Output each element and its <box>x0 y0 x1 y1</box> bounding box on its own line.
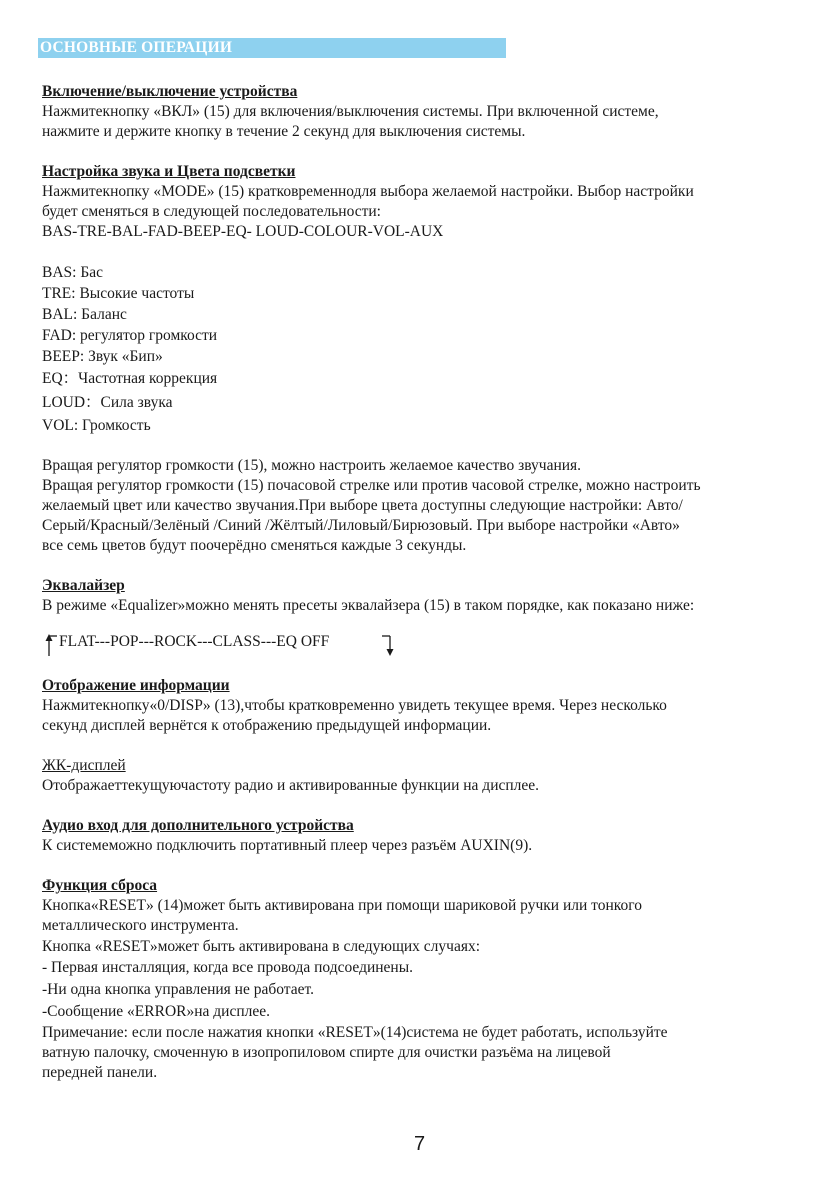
reset-line: Кнопка«RESET» (14)может быть активирована при помощи шариковой ручки или тонкого <box>42 897 643 914</box>
reset-line: -Ни одна кнопка управления не работает. <box>42 981 314 998</box>
sound-line: будет сменяться в следующей последовательности: <box>42 203 381 220</box>
reset-line: ватную палочку, смоченную в изопропиловом спирте для очистки разъёма на лицевой <box>42 1044 611 1061</box>
equalizer-chain-text: FLAT---POP---ROCK---CLASS---EQ OFF <box>59 633 330 650</box>
power-line: нажмите и держите кнопку в течение 2 секунд для выключения системы. <box>42 123 526 140</box>
power-line: Нажмитекнопку «ВКЛ» (15) для включения/выключения системы. При включенной системе, <box>42 103 659 120</box>
lcd-section <box>42 756 802 796</box>
definition-item: FAD: регулятор громкости <box>42 327 218 344</box>
aux-section <box>42 816 802 856</box>
display-heading: Отображение информации <box>42 677 230 694</box>
definition-item: TRE: Высокие частоты <box>42 285 195 302</box>
reset-heading: Функция сброса <box>42 877 158 894</box>
lcd-line: Отображаеттекущуючастоту радио и активированные функции на дисплее. <box>42 777 540 794</box>
page-content <box>42 82 802 1083</box>
banner-title: ОСНОВНЫЕ ОПЕРАЦИИ <box>40 39 233 56</box>
sound-paragraph-line: желаемый цвет или качество звучания.При выборе цвета доступны следующие настройки: Авто/ <box>42 497 683 514</box>
aux-line: К системеможно подключить портативный плеер через разъём AUXIN(9). <box>42 837 533 854</box>
sound-heading: Настройка звука и Цвета подсветки <box>42 163 296 180</box>
reset-line: - Первая инсталляция, когда все провода подсоединены. <box>42 959 414 976</box>
lcd-heading: ЖК-дисплей <box>42 757 126 774</box>
definition-item: VOL: Громкость <box>42 417 151 434</box>
equalizer-section <box>42 576 802 652</box>
reset-line: передней панели. <box>42 1064 158 1081</box>
loop-arrow-icon <box>47 632 407 662</box>
sound-paragraph-line: Серый/Красный/Зелёный /Синий /Жёлтый/Лиловый/Бирюзовый. При выборе настройки «Авто» <box>42 517 680 534</box>
sound-paragraph-line: Вращая регулятор громкости (15), можно настроить желаемое качество звучания. <box>42 457 582 474</box>
definition-item: LOUD：Сила звука <box>42 394 173 411</box>
reset-line: -Сообщение «ERROR»на дисплее. <box>42 1003 270 1020</box>
reset-line: металлического инструмента. <box>42 917 239 934</box>
page-number: 7 <box>413 1133 426 1155</box>
section-banner <box>38 38 506 58</box>
equalizer-chain <box>47 632 339 652</box>
reset-line: Кнопка «RESET»может быть активирована в следующих случаях: <box>42 938 481 955</box>
equalizer-line: В режиме «Equalizer»можно менять пресеты эквалайзера (15) в таком порядке, как показано ниже: <box>42 597 695 614</box>
sound-section <box>42 162 802 556</box>
display-section <box>42 676 802 736</box>
display-line: секунд дисплей вернётся к отображению предыдущей информации. <box>42 717 492 734</box>
sound-line: Нажмитекнопку «MODE» (15) кратковременнодля выбора желаемой настройки. Выбор настройки <box>42 183 694 200</box>
definition-item: EQ：Частотная коррекция <box>42 370 218 387</box>
sound-sequence: BAS-TRE-BAL-FAD-BEEP-EQ- LOUD-COLOUR-VOL-AUX <box>42 223 444 240</box>
definition-item: BAL: Баланс <box>42 306 127 323</box>
power-heading: Включение/выключение устройства <box>42 83 298 100</box>
reset-section <box>42 876 802 1083</box>
sound-paragraph-line: все семь цветов будут поочерёдно сменяться каждые 3 секунды. <box>42 537 467 554</box>
reset-line: Примечание: если после нажатия кнопки «RESET»(14)система не будет работать, используйте <box>42 1024 668 1041</box>
definition-item: BEEP: Звук «Бип» <box>42 348 163 365</box>
equalizer-heading: Эквалайзер <box>42 577 125 594</box>
sound-definitions <box>42 262 802 436</box>
sound-paragraph-line: Вращая регулятор громкости (15) почасовой стрелке или против часовой стрелке, можно настроить <box>42 477 701 494</box>
power-section <box>42 82 802 142</box>
definition-item: BAS: Бас <box>42 264 103 281</box>
aux-heading: Аудио вход для дополнительного устройства <box>42 817 354 834</box>
display-line: Нажмитекнопку«0/DISP» (13),чтобы кратковременно увидеть текущее время. Через несколько <box>42 697 667 714</box>
